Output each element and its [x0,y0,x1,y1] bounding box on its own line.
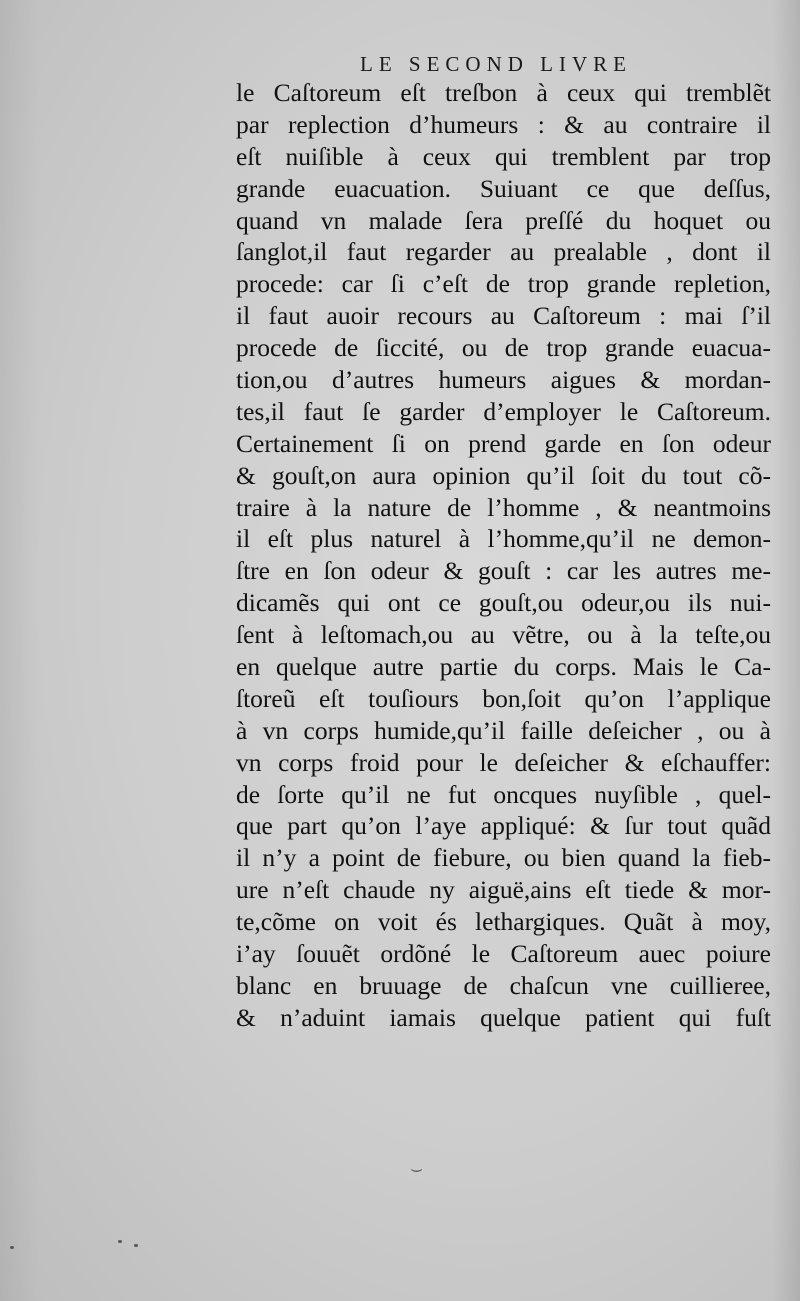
page-blemish: ⌣ [410,1158,424,1180]
text-line: le Caſtoreum eſt treſbon à ceux qui tremblẽt [236,78,771,107]
page-edge-shadow [772,0,800,1301]
text-line: ſent à leſtomach,ou au vẽtre, ou à la teſte,ou [236,620,771,650]
text-line: il eſt plus naturel à l’homme,qu’il ne demon- [236,524,771,554]
ink-speck [134,1244,138,1247]
running-head: LE SECOND LIVRE [360,52,632,76]
text-line: grande euacuation. Suiuant ce que deſſus, [236,173,771,203]
text-line: ure n’eſt chaude ny aiguë,ains eſt tiede & mor- [236,875,771,905]
text-line: tion,ou d’autres humeurs aigues & mordan- [236,365,771,395]
text-line: Certainement ſi on prend garde en ſon odeur [236,428,771,458]
text-line: il faut auoir recours au Caſtoreum : mai ſ’il [236,301,771,331]
ink-speck [10,1246,14,1249]
text-line: en quelque autre partie du corps. Mais le Ca- [236,652,771,682]
body-text [236,77,771,1034]
text-line: blanc en bruuage de chaſcun vne cuillieree, [236,970,771,1000]
text-line: procede: car ſi c’eſt de trop grande repletion, [236,269,771,299]
text-line: ſtre en ſon odeur & gouſt : car les autres me- [236,556,771,586]
text-line: à vn corps humide,qu’il faille deſeicher , ou à [236,715,771,745]
text-line: traire à la nature de l’homme , & neantmoins [236,492,771,522]
text-line: de ſorte qu’il ne fut oncques nuyſible , quel- [236,779,771,809]
text-line: ſanglot,il faut regarder au prealable , dont il [236,237,771,267]
text-line: il n’y a point de fiebure, ou bien quand la fieb- [236,843,771,873]
text-line: dicamẽs qui ont ce gouſt,ou odeur,ou ils nui- [236,588,771,618]
text-line: vn corps froid pour le deſeicher & eſchauffer: [236,747,771,777]
text-line: i’ay ſouuẽt ordõné le Caſtoreum auec poiure [236,939,771,969]
page-gutter-shadow [0,0,40,1301]
text-line: te,cõme on voit és lethargiques. Quãt à moy, [236,907,771,937]
text-line: procede de ſiccité, ou de trop grande euacua- [236,333,771,363]
text-line: & gouſt,on aura opinion qu’il ſoit du tout cõ- [236,460,771,490]
text-line: ſtoreũ eſt touſiours bon,ſoit qu’on l’applique [236,683,771,713]
text-line: que part qu’on l’aye appliqué: & ſur tout quãd [236,811,771,841]
text-line: tes,il faut ſe garder d’employer le Caſtoreum. [236,396,771,426]
text-line: eſt nuiſible à ceux qui tremblent par trop [236,141,771,171]
text-line: quand vn malade ſera preſſé du hoquet ou [236,205,771,235]
text-line: & n’aduint iamais quelque patient qui fuſt [236,1002,771,1032]
ink-speck [118,1240,122,1243]
text-line: par replection d’humeurs : & au contraire il [236,109,771,139]
